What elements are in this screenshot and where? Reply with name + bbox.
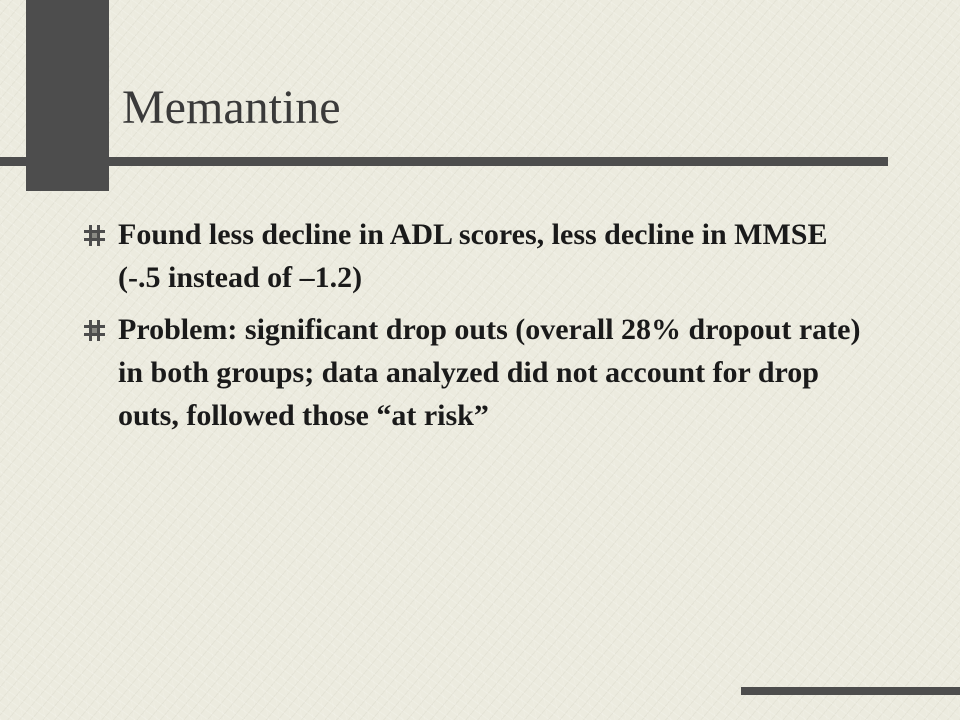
bullet-item-2 (84, 308, 864, 437)
corner-accent-rule (741, 687, 960, 695)
bullet-item-1 (84, 213, 864, 299)
title-underline-rule (0, 157, 888, 166)
bullet-list (84, 213, 864, 446)
slide-title: Memantine (122, 81, 341, 134)
hash-bullet-icon (84, 320, 105, 341)
hash-bullet-icon (84, 225, 105, 246)
bullet-text: Problem: significant drop outs (overall 28% dropout rate) in both groups; data analyzed did not account for drop outs, followed those “at risk” (118, 313, 861, 432)
bullet-text: Found less decline in ADL scores, less decline in MMSE (-.5 instead of –1.2) (118, 218, 828, 294)
